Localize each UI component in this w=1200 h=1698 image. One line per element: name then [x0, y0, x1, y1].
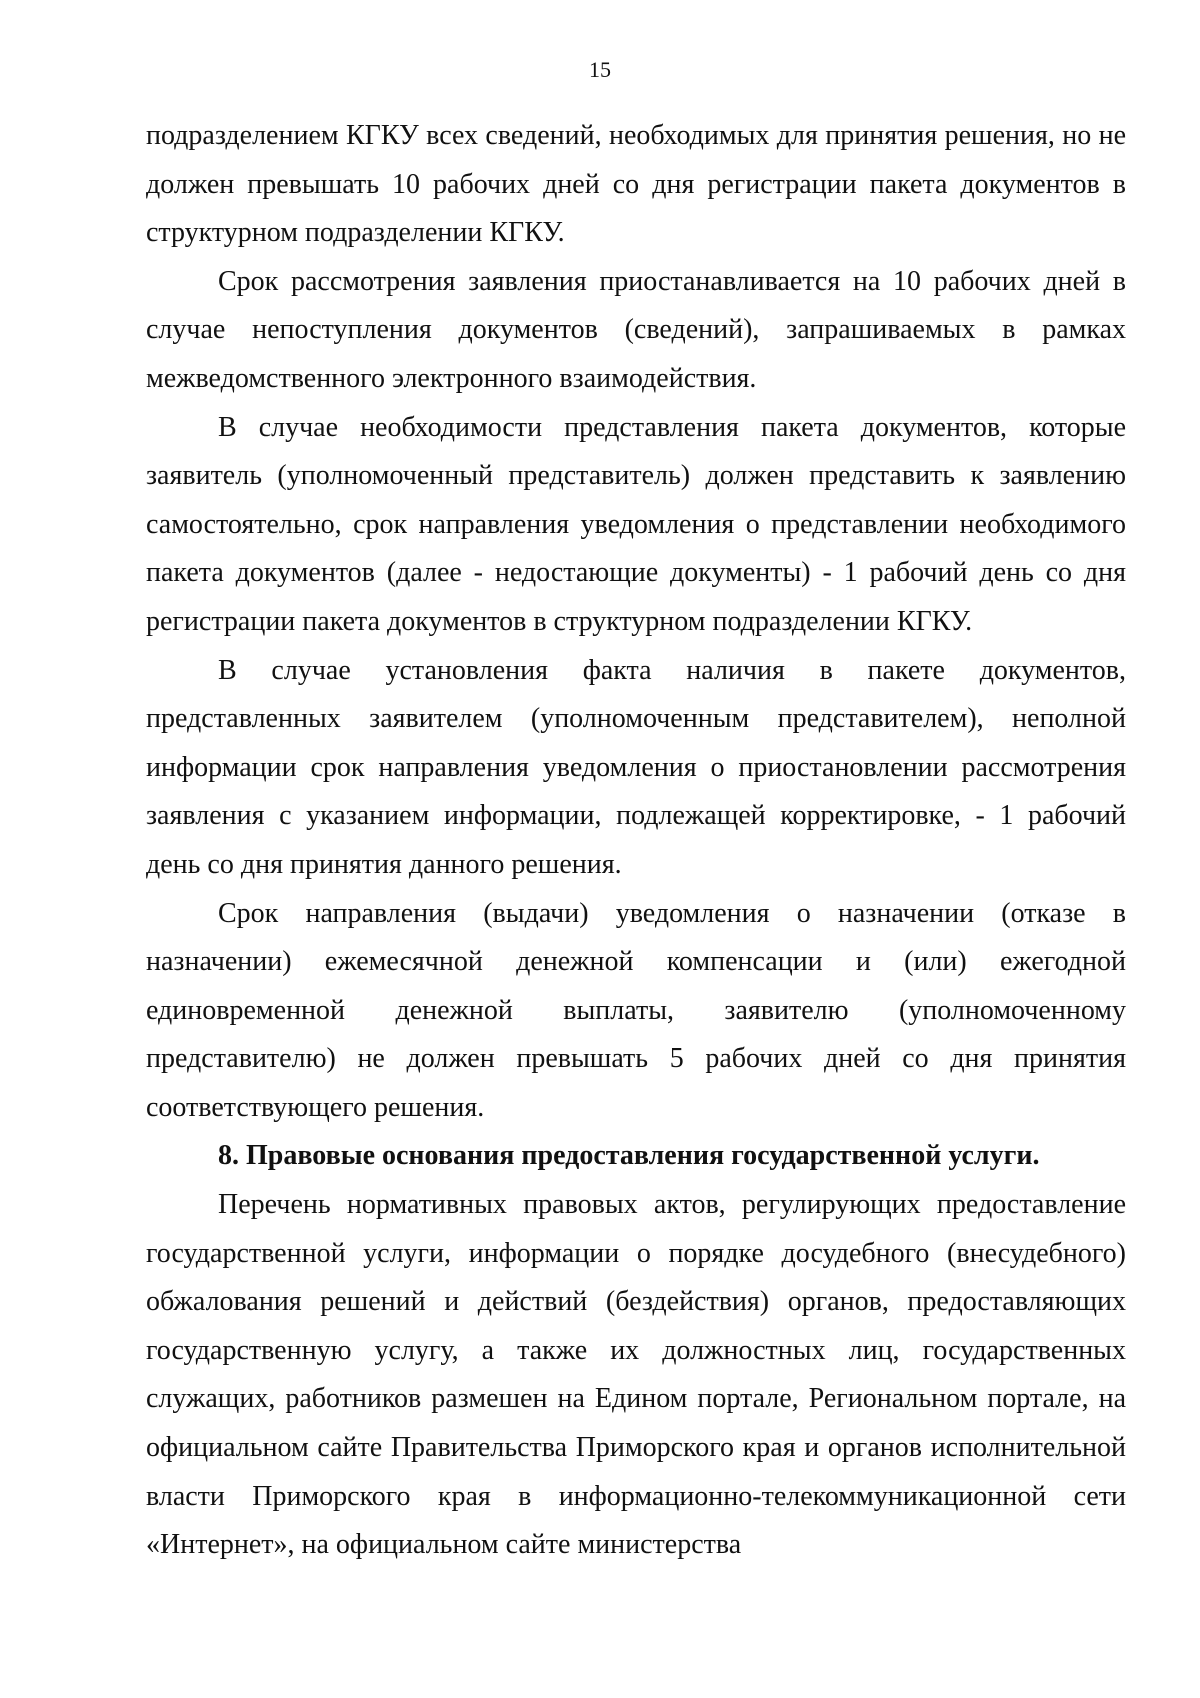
- paragraph-notification-term: Срок направления (выдачи) уведомления о назначении (отказе в назначении) ежемесячной денежной компенсации и (или) ежегодной единовременной денежной выплаты, заявителю (уполномоченному представителю) не должен превышать 5 рабочих дней со дня принятия соответствующего решения.: [146, 897, 1126, 1123]
- paragraph-suspension-term: Срок рассмотрения заявления приостанавливается на 10 рабочих дней в случае непоступления документов (сведений), запрашиваемых в рамках межведомственного электронного взаимодействия.: [146, 265, 1126, 394]
- paragraph-incomplete-information: В случае установления факта наличия в пакете документов, представленных заявителем (уполномоченным представителем), неполной информации срок направления уведомления о приостановлении рассмотрения заявления с указанием информации, подлежащей корректировке, - 1 рабочий день со дня принятия данного решения.: [146, 654, 1126, 880]
- document-body: [146, 112, 1126, 1570]
- section-heading: 8. Правовые основания предоставления государственной услуги.: [218, 1140, 1040, 1172]
- paragraph-missing-documents: В случае необходимости представления пакета документов, которые заявитель (уполномоченный представитель) должен представить к заявлению самостоятельно, срок направления уведомления о представлении необходимого пакета документов (далее - недостающие документы) - 1 рабочий день со дня регистрации пакета документов в структурном подразделении КГКУ.: [146, 411, 1126, 637]
- paragraph-continuation: подразделением КГКУ всех сведений, необходимых для принятия решения, но не должен превышать 10 рабочих дней со дня регистрации пакета документов в структурном подразделении КГКУ.: [146, 120, 1126, 249]
- paragraph-legal-acts: Перечень нормативных правовых актов, регулирующих предоставление государственной услуги, информации о порядке досудебного (внесудебного) обжалования решений и действий (бездействия) органов, предоставляющих государственную услугу, а также их должностных лиц, государственных служащих, работников размешен на Едином портале, Региональном портале, на официальном сайте Правительства Приморского края и органов исполнительной власти Приморского края в информационно-телекоммуникационной сети «Интернет», на официальном сайте министерства: [146, 1189, 1126, 1561]
- page-number: 15: [589, 57, 611, 82]
